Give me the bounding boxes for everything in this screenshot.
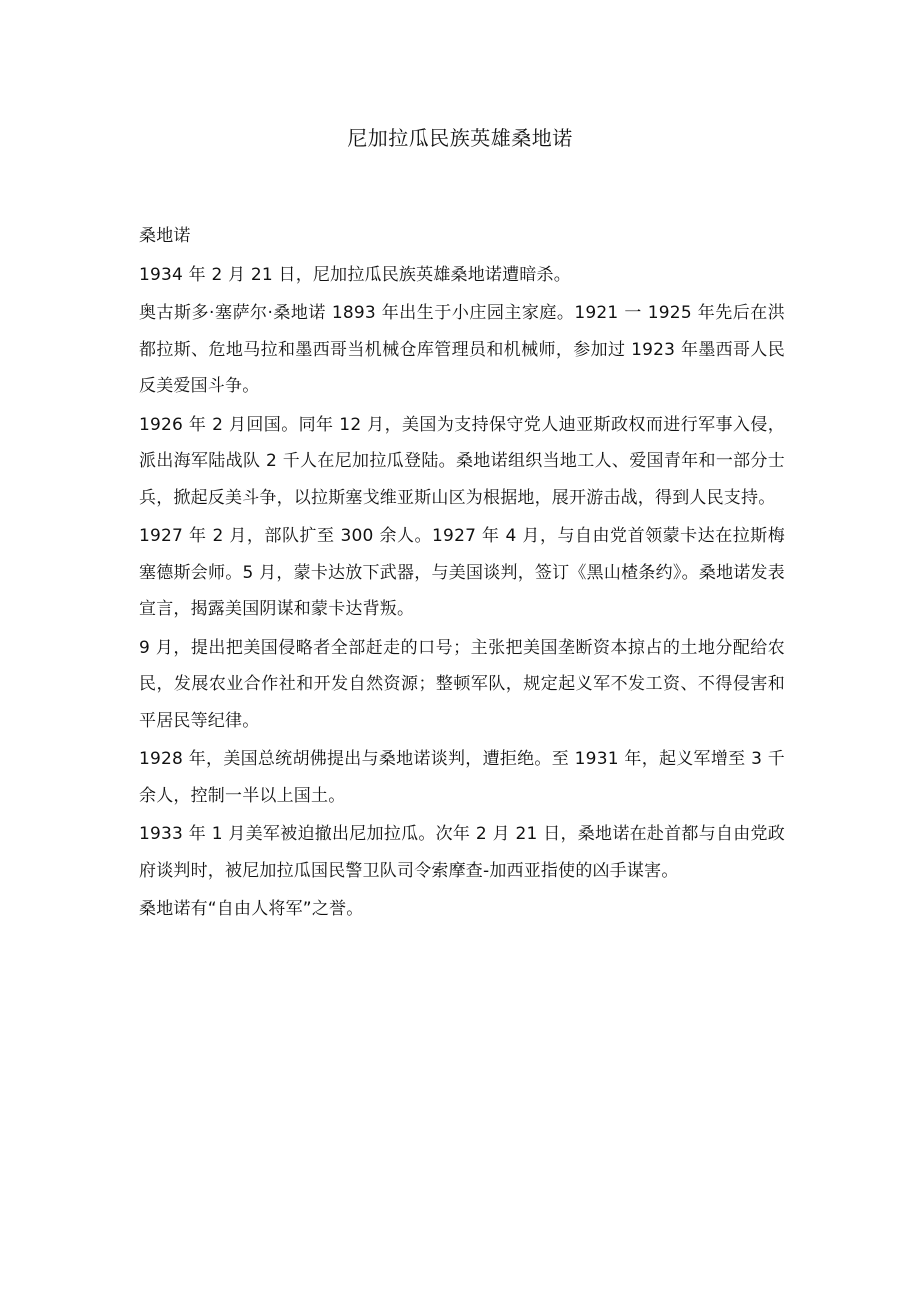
- paragraph-september-program: 9 月，提出把美国侵略者全部赶走的口号；主张把美国垄断资本掠占的土地分配给农民，发展农业合作社和开发自然资源；整顿军队，规定起义军不发工资、不得侵害和平居民等纪律。: [139, 637, 785, 731]
- paragraph-honor: 桑地诺有“自由人将军”之誉。: [139, 899, 364, 919]
- paragraph-1927-forces: 1927 年 2 月，部队扩至 300 余人。1927 年 4 月，与自由党首领蒙卡达在拉斯梅塞德斯会师。5 月，蒙卡达放下武器，与美国谈判，签订《黑山楂条约》。桑地诺发表宣言，揭露美国阴谋和蒙卡达背叛。: [139, 526, 785, 619]
- paragraph-1928-negotiation: 1928 年，美国总统胡佛提出与桑地诺谈判，遭拒绝。至 1931 年，起义军增至 3 千余人，控制一半以上国土。: [139, 749, 785, 806]
- document-body: [139, 218, 785, 930]
- paragraph-1933-withdrawal: 1933 年 1 月美军被迫撤出尼加拉瓜。次年 2 月 21 日，桑地诺在赴首都与自由党政府谈判时，被尼加拉瓜国民警卫队司令索摩查-加西亚指使的凶手谋害。: [139, 824, 785, 881]
- paragraph-1926-return: 1926 年 2 月回国。同年 12 月，美国为支持保守党人迪亚斯政权而进行军事入侵，派出海军陆战队 2 千人在尼加拉瓜登陆。桑地诺组织当地工人、爱国青年和一部分士兵，掀起反美斗争，以拉斯塞戈维亚斯山区为根据地，展开游击战，得到人民支持。: [139, 414, 785, 508]
- document-title: 尼加拉瓜民族英雄桑地诺: [347, 126, 573, 150]
- paragraph-subject: 桑地诺: [139, 226, 191, 246]
- paragraph-early-life: 奥古斯多·塞萨尔·桑地诺 1893 年出生于小庄园主家庭。1921 一 1925 年先后在洪都拉斯、危地马拉和墨西哥当机械仓库管理员和机械师，参加过 1923 年墨西哥人民反美爱国斗争。: [139, 303, 785, 396]
- paragraph-assassination-date: 1934 年 2 月 21 日，尼加拉瓜民族英雄桑地诺遭暗杀。: [139, 264, 571, 285]
